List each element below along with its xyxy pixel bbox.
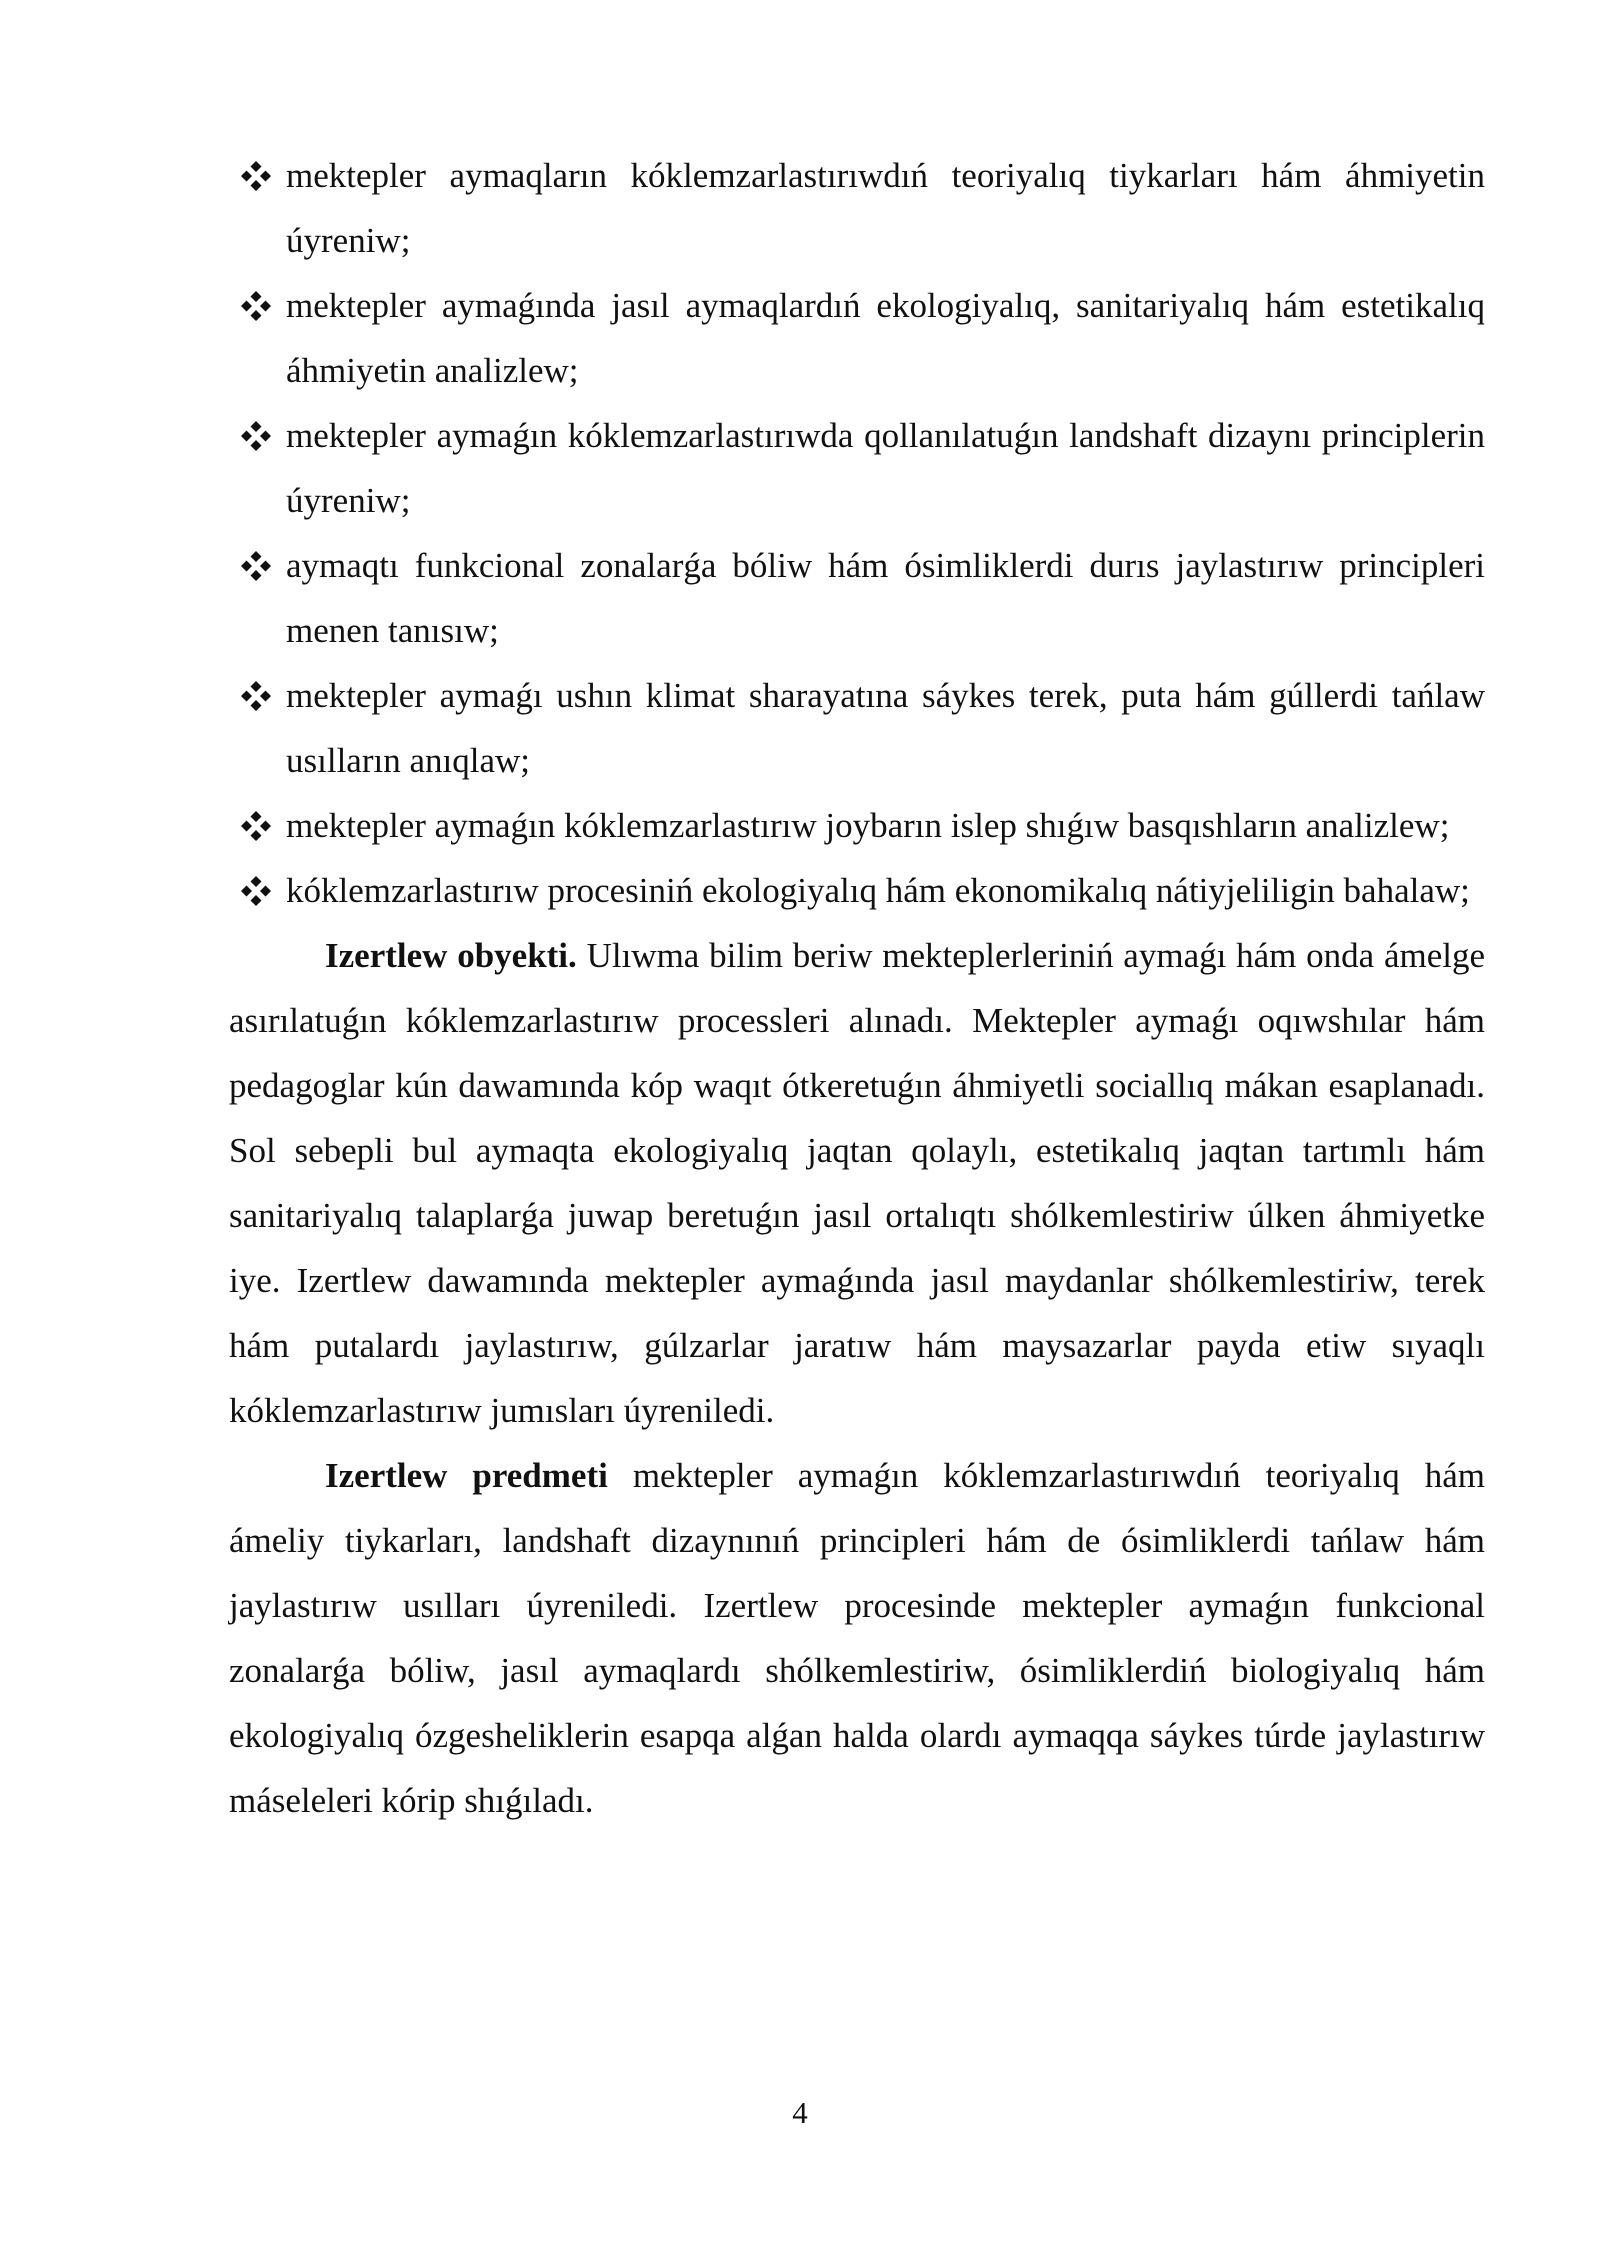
objective-item — [229, 403, 1485, 533]
objective-text: mektepler aymaǵın kóklemzarlastırıw joybarın islep shıǵıw basqıshların analizlew; — [286, 806, 1450, 845]
research-object-text: Ulıwma bilim beriw mekteplerleriniń aymaǵı hám onda ámelge asırılatuǵın kóklemzarlastırıw processleri alınadı. Mektepler aymaǵı oqıwshılar hám pedagoglar kún dawamında kóp waqıt ótkeretuǵın áhmiyetli sociallıq mákan esaplanadı. Sol sebepli bul aymaqta ekologiyalıq jaqtan qolaylı, estetikalıq jaqtan tartımlı hám sanitariyalıq talaplarǵa juwap beretuǵın jasıl ortalıqtı shólkemlestiriw úlken áhmiyetke iye. Izertlew dawamında mektepler aymaǵında jasıl maydanlar shólkemlestiriw, terek hám putalardı jaylastırıw, gúlzarlar jaratıw hám maysazarlar payda etiw sıyaqlı kóklemzarlastırıw jumısları úyreniledi. — [229, 936, 1485, 1430]
objective-text: aymaqtı funkcional zonalarǵa bóliw hám ósimliklerdi durıs jaylastırıw principleri menen tanısıw; — [286, 546, 1485, 650]
objective-text: mektepler aymaǵında jasıl aymaqlardıń ekologiyalıq, sanitariyalıq hám estetikalıq áhmiyetin analizlew; — [286, 286, 1485, 390]
research-object-paragraph — [229, 923, 1485, 1443]
objective-item — [229, 273, 1485, 403]
objective-item — [229, 793, 1485, 858]
objective-item — [229, 663, 1485, 793]
objective-text: kóklemzarlastırıw procesiniń ekologiyalıq hám ekonomikalıq nátiyjeliligin bahalaw; — [286, 871, 1470, 910]
diamond-bullet-icon — [239, 289, 273, 323]
objective-text: mektepler aymaǵın kóklemzarlastırıwda qollanılatuǵın landshaft dizaynı principlerin úyreniw; — [286, 416, 1485, 520]
objective-text: mektepler aymaqların kóklemzarlastırıwdıń teoriyalıq tiykarları hám áhmiyetin úyreniw; — [286, 156, 1485, 260]
research-subject-heading: Izertlew predmeti — [325, 1456, 608, 1495]
page-number: 4 — [792, 2095, 808, 2130]
objectives-list — [229, 143, 1485, 923]
page-content — [229, 143, 1485, 1833]
diamond-bullet-icon — [239, 679, 273, 713]
diamond-bullet-icon — [239, 809, 273, 843]
objective-item — [229, 858, 1485, 923]
diamond-bullet-icon — [239, 159, 273, 193]
diamond-bullet-icon — [239, 549, 273, 583]
diamond-bullet-icon — [239, 419, 273, 453]
research-object-heading: Izertlew obyekti. — [325, 936, 577, 975]
research-subject-paragraph — [229, 1443, 1485, 1833]
diamond-bullet-icon — [239, 874, 273, 908]
objective-item — [229, 143, 1485, 273]
objective-item — [229, 533, 1485, 663]
research-subject-text: mektepler aymaǵın kóklemzarlastırıwdıń teoriyalıq hám ámeliy tiykarları, landshaft dizaynınıń principleri hám de ósimliklerdi tańlaw hám jaylastırıw usılları úyreniledi. Izertlew procesinde mektepler aymaǵın funkcional zonalarǵa bóliw, jasıl aymaqlardı shólkemlestiriw, ósimliklerdiń biologiyalıq hám ekologiyalıq ózgesheliklerin esapqa alǵan halda olardı aymaqqa sáykes túrde jaylastırıw máseleleri kórip shıǵıladı. — [229, 1456, 1485, 1820]
objective-text: mektepler aymaǵı ushın klimat sharayatına sáykes terek, puta hám gúllerdi tańlaw usılların anıqlaw; — [286, 676, 1485, 780]
